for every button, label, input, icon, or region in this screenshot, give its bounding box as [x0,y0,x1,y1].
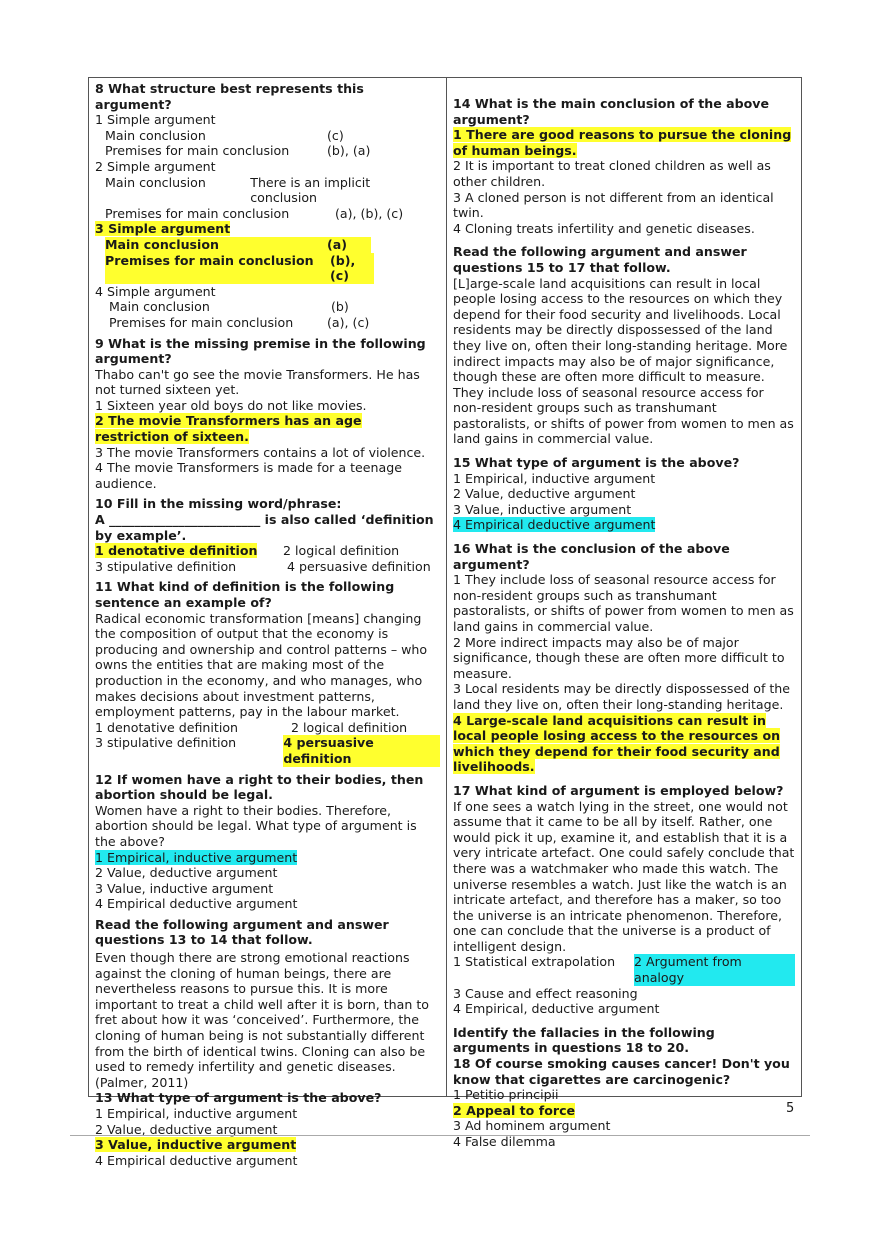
option-row [95,143,440,159]
answer-highlight: (a) [327,237,371,253]
option: 2 Value, deductive argument [453,486,636,502]
option-field: Premises for main conclusion [105,143,290,159]
option: 2 Value, deductive argument [95,1121,278,1137]
question-18 [453,1025,795,1150]
option-field: Main conclusion [105,174,206,190]
option-answer [453,517,795,533]
passage-title: Read the following argument and answer questions 13 to 14 that follow. [95,916,389,948]
option: 2 It is important to treat cloned children as well as other children. [453,158,771,189]
option: 4 Empirical deductive argument [95,1152,298,1168]
option-label: 2 Simple argument [95,158,216,174]
option-label: 1 Simple argument [95,112,216,128]
option-cell [95,543,283,559]
option: 3 A cloned person is not different from an identical twin. [453,189,774,221]
option-value: There is an implicit conclusion [250,174,371,206]
option-row [95,735,440,766]
question-text: Radical economic transformation [means] changing the composition of output that the economy is producing and ownership and control patterns – who owns the entities that are making most of the production in the economy, and who manages, who makes decisions about investment patterns, employment patterns, pay in the labour market. [95,610,428,720]
question-title: 12 If women have a right to their bodies, then abortion should be legal. [95,771,424,803]
option: 1 They include loss of seasonal resource access for non-resident groups such as transhumant pastoralists, or shifts of power from women to men as land gains in commercial value. [453,572,794,634]
question-text: A ________________________ is also called ‘definition by example’. [95,512,434,543]
option: 1 denotative definition [95,719,239,735]
option: 4 False dilemma [453,1134,556,1149]
answer-highlight: 3 Value, inductive argument [95,1137,297,1153]
question-16 [453,541,795,775]
answer-highlight: 1 Empirical, inductive argument [95,849,298,865]
option: 1 Petitio principii [453,1087,559,1103]
option-field: Premises for main conclusion [109,314,294,330]
question-title: 11 What kind of definition is the following sentence an example of? [95,579,395,610]
question-11 [95,579,440,766]
option-row [95,543,440,559]
option: 1 Statistical extrapolation [453,954,616,970]
right-column [447,78,801,1149]
question-title: 15 What type of argument is the above? [453,455,740,471]
option-answer [453,713,795,775]
option: 3 The movie Transformers contains a lot of violence. [95,444,426,460]
option: 2 logical definition [291,719,408,735]
option-label: 4 Simple argument [95,283,216,299]
question-14 [453,96,795,236]
option: 2 Value, deductive argument [95,865,278,881]
option: 1 Empirical, inductive argument [453,470,656,486]
option-value: (a), (b), (c) [335,205,404,221]
question-title: 18 Of course smoking causes cancer! Don't you know that cigarettes are carcinogenic? [453,1056,790,1087]
answer-highlight: 2 The movie Transformers has an age restriction of sixteen. [95,413,362,445]
option-row [95,315,440,331]
option-field: Premises for main conclusion [105,205,290,221]
page-number: 5 [786,1101,795,1116]
question-title: 13 What type of argument is the above? [95,1090,382,1106]
question-title: 9 What is the missing premise in the following argument? [95,335,426,367]
option-value: (a), (c) [327,314,370,330]
left-column [89,78,447,1168]
question-text: Thabo can't go see the movie Transformers. He has not turned sixteen yet. [95,366,420,398]
option-answer [95,1137,440,1153]
option: 4 Empirical deductive argument [95,896,298,912]
answer-highlight: 2 Argument from analogy [634,954,795,985]
section-title: Identify the fallacies in the following arguments in questions 18 to 20. [453,1024,715,1056]
question-title: 8 What structure best represents this argument? [95,81,364,112]
option-value: (b) [331,299,349,315]
question-8 [95,81,440,331]
question-9 [95,336,440,492]
option: 2 logical definition [283,543,400,559]
option: 4 Empirical, deductive argument [453,1001,660,1017]
question-title: 14 What is the main conclusion of the above argument? [453,96,770,127]
reading-passage-15-17 [453,244,795,447]
answer-highlight: 3 Simple argument [95,221,231,237]
question-17 [453,783,795,1017]
answer-highlight: 1 There are good reasons to pursue the cloning of human beings. [453,127,792,158]
option: 3 Cause and effect reasoning [453,985,638,1001]
question-text: If one sees a watch lying in the street, one would not assume that it came to be all by itself. Rather, one would pick it up, examine it, and establish that it is a very intricate artefact. One could safely conclude that there was a watchmaker who made this watch. The universe resembles a watch. Just like the watch is an intricate artefact, and therefore has a maker, so too the universe is an intricate phenomenon. Therefore, one can conclude that the universe is a product of intelligent design. [453,798,795,954]
option-answer [95,413,440,444]
option: 4 Cloning treats infertility and genetic diseases. [453,220,755,236]
option-value: (b), (a) [327,143,371,159]
question-13 [95,1090,440,1168]
option: 1 Empirical, inductive argument [95,1106,298,1121]
passage-title: Read the following argument and answer questions 15 to 17 that follow. [453,244,747,275]
answer-highlight: (b), (c) [330,253,374,284]
option-row [95,128,440,144]
option-row [95,175,440,206]
question-12 [95,772,440,912]
option-row [95,720,440,736]
option: 3 Ad hominem argument [453,1118,611,1134]
option: 1 Sixteen year old boys do not like movies. [95,397,367,413]
question-title: 17 What kind of argument is employed below? [453,782,784,798]
option-row [95,559,440,575]
option-row [95,206,440,222]
option-row [95,253,440,284]
option: 2 More indirect impacts may also be of major significance, though these are often more difficult to measure. [453,634,785,681]
answer-highlight: Main conclusion [105,237,327,253]
option: 3 Local residents may be directly dispossessed of the land they live on, often their long-standing heritage. [453,681,791,712]
option-field: Main conclusion [109,299,210,315]
option-label-answer [95,221,440,237]
option: 4 persuasive definition [287,558,431,574]
answer-highlight: 4 persuasive definition [283,735,440,766]
footer-rule [70,1135,810,1136]
option-value: (c) [327,127,344,143]
answer-highlight: 4 Empirical deductive argument [453,517,656,533]
option-answer [453,1103,795,1119]
passage-text: [L]arge-scale land acquisitions can result in local people losing access to the resources on which they depend for their food security and livelihoods. Local residents may be directly dispossessed of the land they live on, often their long-standing heritage. More indirect impacts may also be of major significance, though these are often more difficult to measure. They include loss of seasonal resource access for non-resident groups such as transhumant pastoralists, or shifts of power from women to men as land gains in commercial value. [453,275,794,447]
option: 3 stipulative definition [95,558,237,574]
question-title: 16 What is the conclusion of the above argument? [453,541,730,572]
option: 3 stipulative definition [95,735,237,751]
answer-highlight: Premises for main conclusion [105,253,330,284]
question-10 [95,496,440,574]
option-row [95,237,440,253]
answer-highlight: 2 Appeal to force [453,1102,576,1118]
answer-highlight: 1 denotative definition [95,543,258,559]
option: 3 Value, inductive argument [95,880,274,896]
option-field: Main conclusion [105,127,206,143]
answer-highlight: 4 Large-scale land acquisitions can result in local people losing access to the resources on which they depend for their food security and livelihoods. [453,712,781,775]
option-row [95,299,440,315]
passage-text: Even though there are strong emotional reactions against the cloning of human beings, there are nevertheless reasons to pursue this. It is more important to treat a child well after it is born, than to fret about how it was ‘conceived’. Furthermore, the cloning of human being is not substantially different from the birth of identical twins. Cloning can also be used to remedy infertility and genetic diseases. (Palmer, 2011) [95,950,429,1090]
question-title: 10 Fill in the missing word/phrase: [95,496,342,512]
question-15 [453,455,795,533]
question-text: Women have a right to their bodies. Therefore, abortion should be legal. What type of argument is the above? [95,802,417,849]
reading-passage-13-14 [95,917,440,1091]
option: 3 Value, inductive argument [453,501,632,517]
option: 4 The movie Transformers is made for a teenage audience. [95,460,402,491]
option-row [453,954,795,985]
option-answer [453,127,795,158]
exam-table [88,77,802,1168]
option-answer [95,850,440,866]
